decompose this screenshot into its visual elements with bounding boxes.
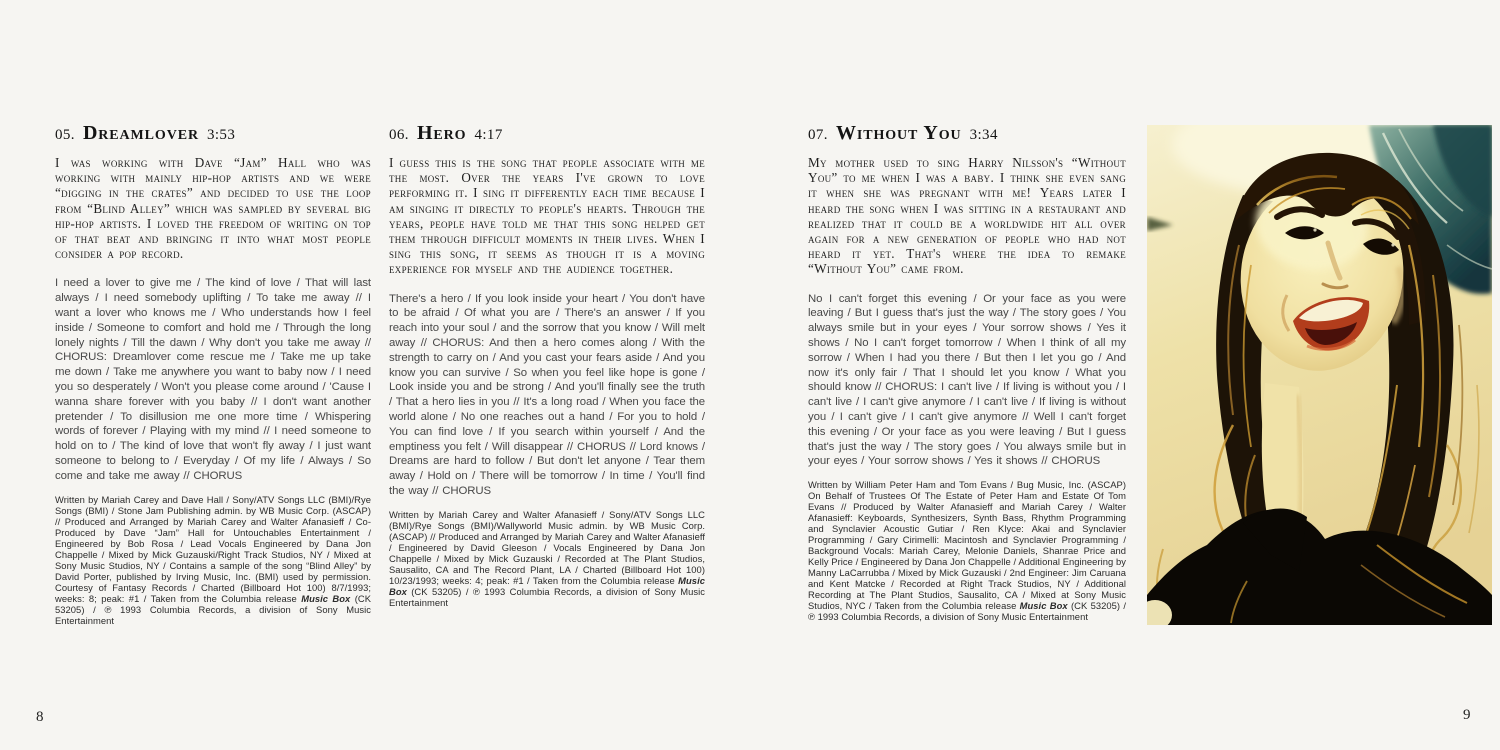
track-number: 06. [389, 127, 409, 143]
track-lyrics: There's a hero / If you look inside your heart / You don't have to be afraid / Of what you are / There's an answer / If you reach into your soul / and the sorrow that you know / Will melt away // CHORUS: And then a hero comes along / With the strength to carry on / And you cast your fears aside / And you know you can survive / So when you feel like hope is gone / Look inside you and be strong / And you'll finally see the truth / That a hero lies in you // It's a long road / When you face the world alone / No one reaches out a hand / For you to hold / You can find love / If you search within yourself / And the emptiness you felt / Will disappear // CHORUS // Lord knows / Dreams are hard to follow / But don't let anyone / Tear them away / Hold on / There will be tomorrow / In time / You'll find the way // CHORUS [389, 292, 705, 497]
track-credits [808, 479, 1126, 622]
track-name: Dreamlover [82, 122, 199, 144]
track-duration: 3:53 [206, 127, 236, 143]
track-credits [55, 494, 371, 626]
credits-text: (CK 53205) / ℗ 1993 Columbia Records, a division of Sony Music Entertainment [55, 592, 372, 626]
page-number-right: 9 [1463, 707, 1471, 723]
track-section-without-you [808, 119, 1126, 622]
credits-text: (CK 53205) / ℗ 1993 Columbia Records, a division of Sony Music Entertainment [808, 600, 1127, 623]
album-title: Music Box [389, 574, 705, 597]
laughing-woman-portrait-illustration [1147, 125, 1492, 625]
track-duration: 3:34 [969, 127, 998, 143]
credits-text: (CK 53205) / ℗ 1993 Columbia Records, a division of Sony Music Entertainment [389, 585, 705, 608]
track-lyrics: No I can't forget this evening / Or your face as you were leaving / But I guess that's just the way / The story goes / You always smile but in your eyes / Your sorrow shows / Yes it shows / No I can't forget tomorrow / When I think of all my sorrow / When I had you there / But then I let you go / And now it's only fair / That I should let you know / What you should know // CHORUS: I can't live / If living is without you / I can't live / I can't give anymore / I can't live / If living is without you / I can't give / I can't give anymore // Well I can't forget this evening / Or your face as you were leaving / But I guess that's just the way / The story goes / You always smile but in your eyes / Your sorrow shows / Yes it shows // CHORUS [808, 292, 1126, 468]
track-title [389, 119, 705, 146]
page-number-left: 8 [36, 709, 44, 725]
track-intro: I guess this is the song that people associate with me the most. Over the years I've grown to love performing it. I sing it differently each time because I am singing it directly to people's hearts. Through the years, people have told me that this song helped get them through difficult moments in their lives. When I sing this song, it seems as though it is a moving experience for myself and the audience together. [389, 155, 705, 277]
album-title: Music Box [1019, 600, 1068, 612]
track-name: Without You [835, 122, 962, 144]
credits-text: Written by Mariah Carey and Dave Hall / Sony/ATV Songs LLC (BMI)/Rye Songs (BMI) / Stone Jam Publishing admin. by WB Music Corp. (ASCAP) // Produced and Arranged by Mariah Carey and Walter Afanasieff / Co-Produced by Dave “Jam” Hall for Untouchables Entertainment / Engineered by Bob Rosa / Lead Vocals Engineered by Dana Jon Chappelle / Mixed by Mick Guzauski/Right Track Studios, NY / Mixed at Sony Music Studios, NY / Contains a sample of the song “Blind Alley” by David Porter, published by Irving Music, Inc. (BMI) used by permission. Courtesy of Fantasy Records / Charted (Billboard Hot 100) 8/7/1993; weeks: 8; peak: #1 / Taken from the Columbia release [55, 493, 371, 604]
album-title: Music Box [301, 592, 351, 604]
track-intro: I was working with Dave “Jam” Hall who was working with mainly hip-hop artists and we were “digging in the crates” and decided to use the loop from “Blind Alley” which was sampled by several big hip-hop artists. I loved the freedom of writing on top of that beat and bringing it into what most people consider a pop record. [55, 155, 371, 262]
credits-text: Written by Mariah Carey and Walter Afanasieff / Sony/ATV Songs LLC (BMI)/Rye Songs (BMI)/Wallyworld Music admin. by WB Music Corp. (ASCAP) // Produced and Arranged by Mariah Carey and Walter Afanasieff / Engineered by David Gleeson / Vocals Engineered by Dana Jon Chappelle / Mixed by Mick Guzauski / Recorded at The Plant Studios, Sausalito, CA and The Record Plant, LA / Charted (Billboard Hot 100) 10/23/1993; weeks: 4; peak: #1 / Taken from the Columbia release [389, 508, 705, 586]
track-section-dreamlover [55, 119, 371, 626]
track-number: 05. [55, 127, 75, 143]
track-credits [389, 509, 705, 608]
track-number: 07. [808, 127, 828, 143]
track-intro: My mother used to sing Harry Nilsson's “Without You” to me when I was a baby. I think she even sang it when she was pregnant with me! Years later I heard the song when I was sitting in a restaurant and realized that it could be a worldwide hit all over again for a new generation of people who had not heard it yet. That's where the idea to remake “Without You” came from. [808, 155, 1126, 277]
track-title [55, 119, 371, 146]
track-title [808, 119, 1126, 146]
track-name: Hero [416, 122, 467, 144]
booklet-photo [1147, 125, 1492, 625]
track-section-hero [389, 119, 705, 608]
track-lyrics: I need a lover to give me / The kind of love / That will last always / I need somebody uplifting / To take me away // I want a lover who knows me / Who understands how I feel inside / Someone to comfort and hold me / Through the long lonely nights / Till the dawn / Why don't you take me away // CHORUS: Dreamlover come rescue me / Take me up take me down / Take me anywhere you want to baby now / I need you so desperately / Won't you please come around / 'Cause I wanna share forever with you baby // I don't want another pretender / To disillusion me one more time / Whispering words of forever / Playing with my mind // I need someone to hold on to / The kind of love that won't fly away / I just want someone to belong to / Everyday / Of my life / Always / So come and take me away // CHORUS [55, 277, 371, 482]
credits-text: Written by William Peter Ham and Tom Evans / Bug Music, Inc. (ASCAP) On Behalf of Trustees Of The Estate of Peter Ham and Estate Of Tom Evans // Produced by Walter Afanasieff and Mariah Carey / Walter Afanasieff: Keyboards, Synthesizers, Synth Bass, Rhythm Programming and Synclavier Acoustic Gutiar / Ren Klyce: Akai and Synclavier Programming / Gary Cirimelli: Macintosh and Synclavier Programming / Background Vocals: Mariah Carey, Melonie Daniels, Shanrae Price and Kelly Price / Engineered by Dana Jon Chappelle / Additional Engineering by Manny LaCarrubba / Mixed by Mick Guzauski / 2nd Engineer: Jim Caruana and Kent Matcke / Recorded at Right Track Studios, NY / Additional Recording at The Plant Studios, Sausalito, CA / Mixed at Sony Music Studios, NYC / Taken from the Columbia release [808, 479, 1126, 612]
track-duration: 4:17 [474, 127, 503, 143]
